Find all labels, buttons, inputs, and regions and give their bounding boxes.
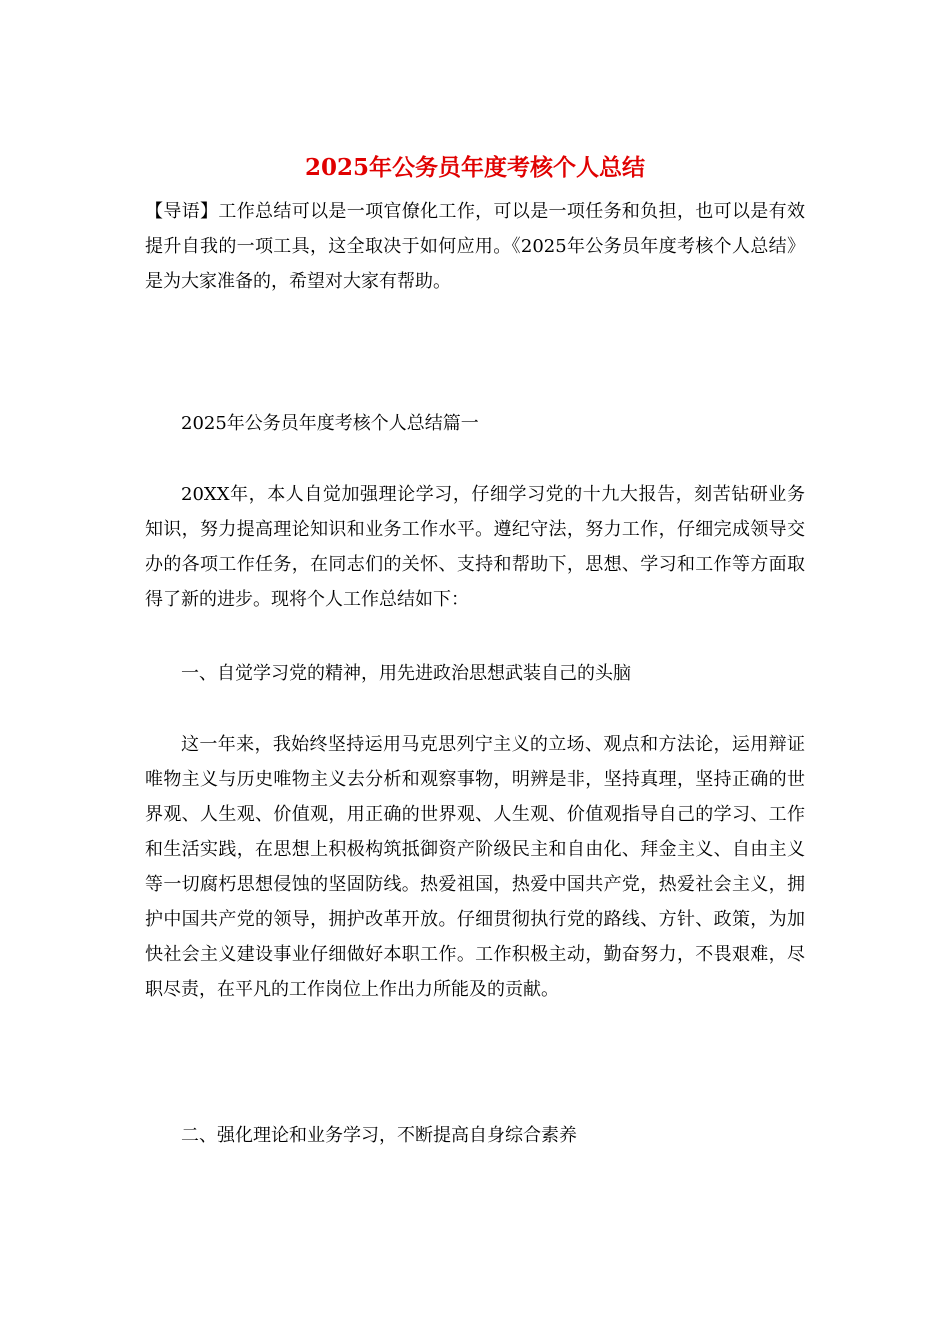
- section-subheading: 2025年公务员年度考核个人总结篇一: [181, 413, 479, 434]
- body-paragraph-2: 这一年来，我始终坚持运用马克思列宁主义的立场、观点和方法论，运用辩证唯物主义与历史唯物主义去分析和观察事物，明辨是非，坚持真理，坚持正确的世界观、人生观、价值观，用正确的世界观、人生观、价值观指导自己的学习、工作和生活实践，在思想上积极构筑抵御资产阶级民主和自由化、拜金主义、自由主义等一切腐朽思想侵蚀的坚固防线。热爱祖国，热爱中国共产党，热爱社会主义，拥护中国共产党的领导，拥护改革开放。仔细贯彻执行党的路线、方针、政策，为加快社会主义建设事业仔细做好本职工作。工作积极主动，勤奋努力，不畏艰难，尽职尽责，在平凡的工作岗位上作出力所能及的贡献。: [145, 734, 805, 1000]
- document-title: 2025年公务员年度考核个人总结: [304, 154, 645, 181]
- body-paragraph-1: 20XX年，本人自觉加强理论学习，仔细学习党的十九大报告，刻苦钻研业务知识，努力提高理论知识和业务工作水平。遵纪守法，努力工作，仔细完成领导交办的各项工作任务，在同志们的关怀、支持和帮助下，思想、学习和工作等方面取得了新的进步。现将个人工作总结如下：: [145, 484, 805, 610]
- section-heading-2: 二、强化理论和业务学习，不断提高自身综合素养: [181, 1125, 577, 1146]
- lead-paragraph: 【导语】工作总结可以是一项官僚化工作，可以是一项任务和负担，也可以是有效提升自我的一项工具，这全取决于如何应用。《2025年公务员年度考核个人总结》是为大家准备的，希望对大家有帮助。: [145, 201, 805, 292]
- section-heading-1: 一、自觉学习党的精神，用先进政治思想武装自己的头脑: [181, 663, 631, 684]
